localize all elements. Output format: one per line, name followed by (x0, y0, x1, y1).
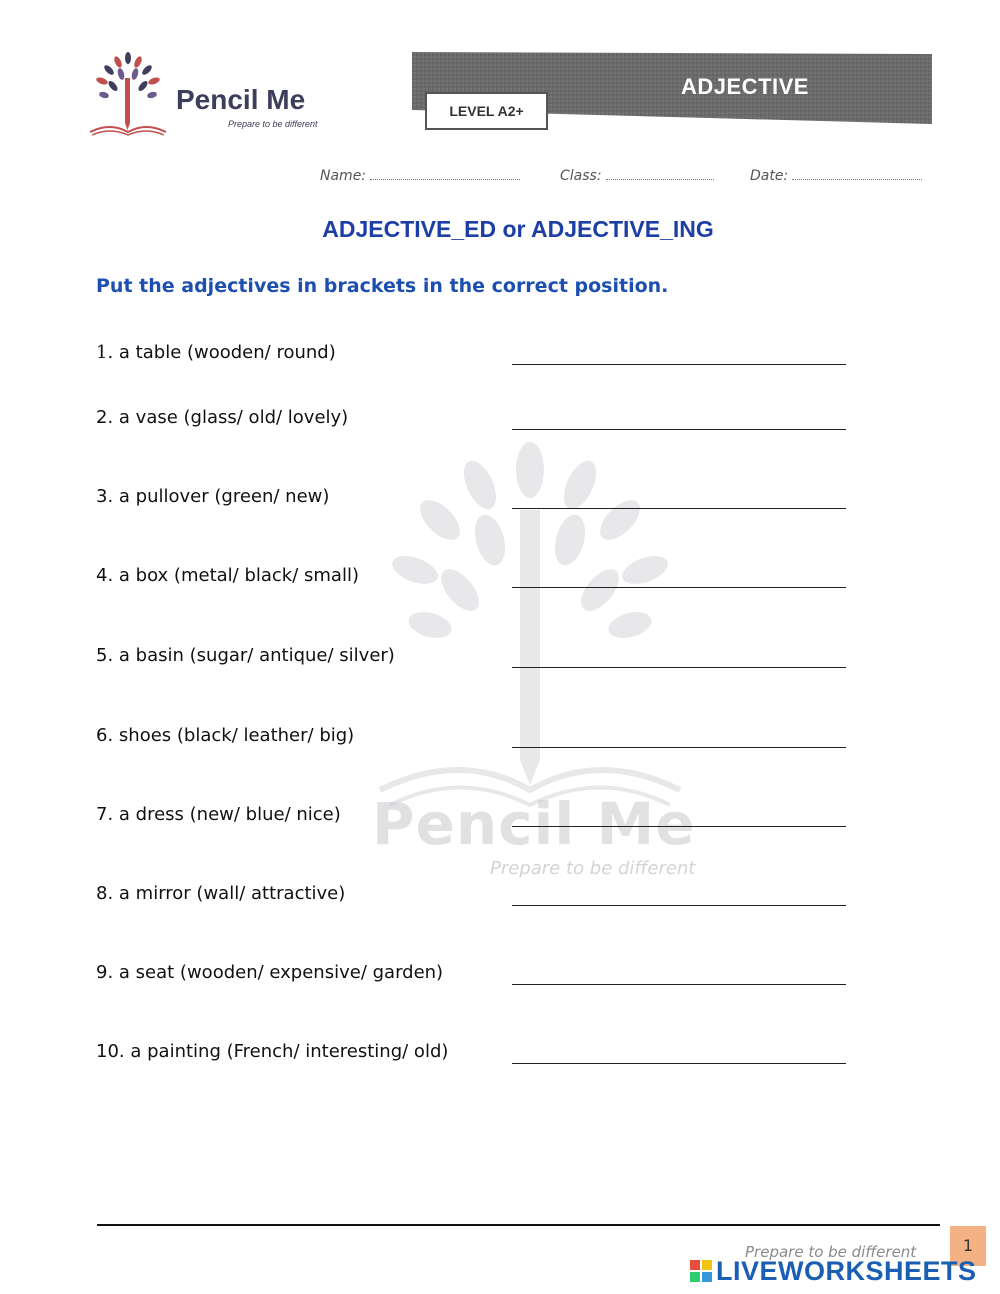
item-number: 7. (96, 804, 114, 825)
exercise-item (96, 804, 856, 832)
item-prompt: shoes (black/ leather/ big) (118, 725, 355, 746)
answer-line[interactable] (512, 587, 846, 588)
item-number: 1. (96, 342, 114, 363)
footer-divider (97, 1224, 940, 1226)
liveworksheets-brand: LIVEWORKSHEETS (716, 1256, 977, 1286)
item-prompt: a vase (glass/ old/ lovely) (118, 407, 349, 428)
instruction-text: Put the adjectives in brackets in the correct position. (96, 275, 669, 297)
item-text (96, 407, 348, 428)
item-number: 3. (96, 486, 114, 507)
item-text (96, 725, 354, 746)
date-field[interactable] (750, 165, 922, 184)
item-prompt: a basin (sugar/ antique/ silver) (118, 645, 395, 666)
footer-tagline: Prepare to be different (745, 1243, 917, 1261)
exercise-item (96, 725, 856, 753)
item-text (96, 486, 329, 507)
item-number: 8. (96, 883, 114, 904)
item-number: 6. (96, 725, 114, 746)
name-blank[interactable] (370, 165, 520, 180)
logo-name: Pencil Me (176, 84, 306, 115)
class-field[interactable] (560, 165, 714, 184)
liveworksheets-logo[interactable] (690, 1256, 990, 1286)
item-text (96, 962, 443, 983)
item-text (96, 1041, 448, 1062)
exercise-item (96, 486, 856, 514)
name-field[interactable] (320, 165, 520, 184)
exercise-item (96, 565, 856, 593)
banner-title: ADJECTIVE (681, 74, 809, 99)
answer-line[interactable] (512, 826, 846, 827)
answer-line[interactable] (512, 1063, 846, 1064)
date-blank[interactable] (792, 165, 922, 180)
exercise-item (96, 645, 856, 673)
student-info-row (320, 165, 930, 187)
item-prompt: a painting (French/ interesting/ old) (130, 1041, 449, 1062)
item-number: 9. (96, 962, 114, 983)
exercise-item (96, 883, 856, 911)
watermark-brand: Pencil Me (372, 790, 696, 858)
liveworksheets-grid-icon (690, 1260, 712, 1282)
exercise-item (96, 342, 856, 370)
item-number: 5. (96, 645, 114, 666)
answer-line[interactable] (512, 667, 846, 668)
exercise-item (96, 1041, 856, 1069)
item-prompt: a pullover (green/ new) (118, 486, 330, 507)
tree-logo-icon (88, 50, 168, 138)
answer-line[interactable] (512, 905, 846, 906)
item-number: 2. (96, 407, 114, 428)
item-number: 10. (96, 1041, 125, 1062)
item-prompt: a box (metal/ black/ small) (118, 565, 359, 586)
item-prompt: a table (wooden/ round) (118, 342, 336, 363)
logo-tagline: Prepare to be different (228, 119, 318, 129)
item-prompt: a dress (new/ blue/ nice) (118, 804, 341, 825)
class-label: Class: (560, 168, 602, 184)
exercise-item (96, 962, 856, 990)
item-text (96, 565, 359, 586)
pencil-me-logo (88, 50, 338, 140)
item-prompt: a mirror (wall/ attractive) (118, 883, 346, 904)
class-blank[interactable] (606, 165, 714, 180)
watermark-tagline: Prepare to be different (490, 858, 696, 879)
answer-line[interactable] (512, 429, 846, 430)
answer-line[interactable] (512, 984, 846, 985)
page-number: 1 (950, 1226, 986, 1266)
date-label: Date: (750, 168, 789, 184)
level-badge: LEVEL A2+ (425, 92, 548, 130)
item-text (96, 342, 336, 363)
item-text (96, 645, 395, 666)
item-number: 4. (96, 565, 114, 586)
exercise-item (96, 407, 856, 435)
item-text (96, 883, 345, 904)
answer-line[interactable] (512, 747, 846, 748)
answer-line[interactable] (512, 364, 846, 365)
answer-line[interactable] (512, 508, 846, 509)
item-prompt: a seat (wooden/ expensive/ garden) (118, 962, 444, 983)
item-text (96, 804, 341, 825)
worksheet-title: ADJECTIVE_ED or ADJECTIVE_ING (322, 216, 714, 242)
name-label: Name: (320, 168, 367, 184)
